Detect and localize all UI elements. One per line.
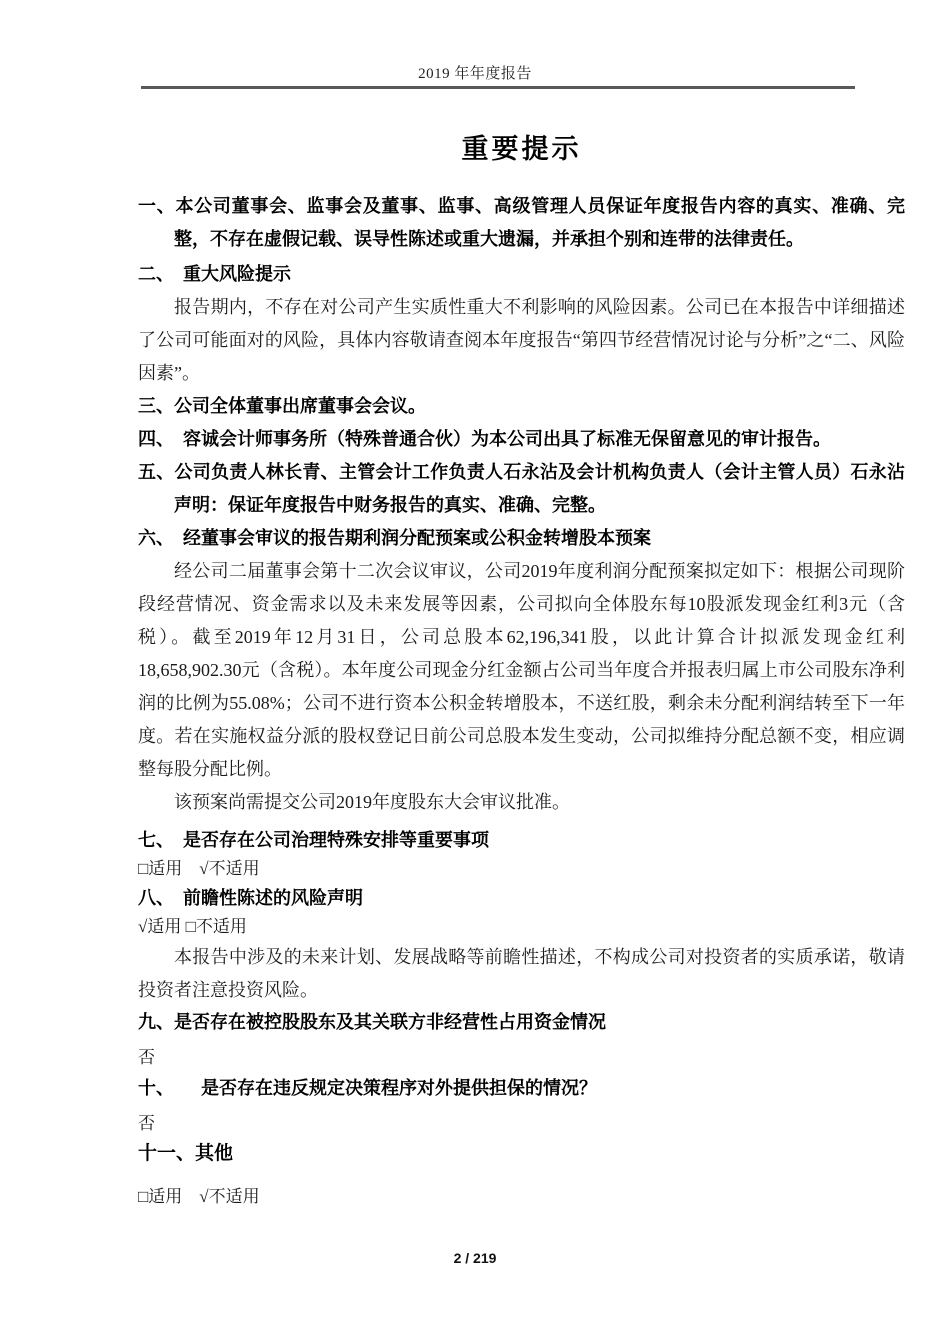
paragraph-forward-looking: 本报告中涉及的未来计划、发展战略等前瞻性描述，不构成公司对投资者的实质承诺，敬请投资者注意投资风险。	[138, 947, 905, 1000]
report-header-text: 2019 年年度报告	[418, 66, 532, 82]
section-9-heading: 九、是否存在被控股股东及其关联方非经营性占用资金情况	[138, 1012, 606, 1032]
applicability-line-section-7: □适用 √不适用	[138, 859, 260, 878]
section-5-heading: 五、公司负责人林长青、主管会计工作负责人石永沾及会计机构负责人（会计主管人员）石永沾声明：保证年度报告中财务报告的真实、准确、完整。	[138, 462, 905, 515]
document-body	[138, 127, 905, 1211]
applicability-line-section-11: □适用 √不适用	[138, 1187, 260, 1206]
paragraph-risk-factors: 报告期内，不存在对公司产生实质性重大不利影响的风险因素。公司已在本报告中详细描述了公司可能面对的风险，具体内容敬请查阅本年度报告“第四节经营情况讨论与分析”之“二、风险因素”。	[138, 297, 905, 383]
section-6-heading: 六、 经董事会审议的报告期利润分配预案或公积金转增股本预案	[138, 528, 651, 548]
section-11-heading: 十一、其他	[138, 1143, 234, 1164]
answer-no-section-9: 否	[138, 1048, 155, 1067]
page-header	[0, 0, 950, 83]
section-1-heading: 一、本公司董事会、监事会及董事、监事、高级管理人员保证年度报告内容的真实、准确、完整，不存在虚假记载、误导性陈述或重大遗漏，并承担个别和连带的法律责任。	[138, 196, 905, 249]
section-10-heading: 十、 是否存在违反规定决策程序对外提供担保的情况？	[138, 1078, 597, 1098]
answer-no-section-10: 否	[138, 1114, 155, 1133]
paragraph-submission-note: 该预案尚需提交公司2019年度股东大会审议批准。	[174, 792, 570, 812]
applicability-line-section-8: √适用 □不适用	[138, 917, 247, 936]
section-4-heading: 四、 容诚会计师事务所（特殊普通合伙）为本公司出具了标准无保留意见的审计报告。	[138, 429, 831, 449]
header-divider	[141, 86, 855, 89]
paragraph-profit-distribution: 经公司二届董事会第十二次会议审议，公司2019年度利润分配预案拟定如下：根据公司现阶段经营情况、资金需求以及未来发展等因素，公司拟向全体股东每10股派发现金红利3元（含税）。截至2019年12月31日，公司总股本62,196,341股，以此计算合计拟派发现金红利18,658,902.30元（含税）。本年度公司现金分红金额占公司当年度合并报表归属上市公司股东净利润的比例为55.08%；公司不进行资本公积金转增股本，不送红股，剩余未分配利润结转至下一年度。若在实施权益分派的股权登记日前公司总股本发生变动，公司拟维持分配总额不变，相应调整每股分配比例。	[138, 561, 905, 779]
page-number: 2 / 219	[453, 1250, 497, 1266]
section-3-heading: 三、公司全体董事出席董事会会议。	[138, 396, 426, 416]
section-7-heading: 七、 是否存在公司治理特殊安排等重要事项	[138, 830, 489, 850]
section-8-heading: 八、 前瞻性陈述的风险声明	[138, 888, 363, 908]
section-2-heading: 二、 重大风险提示	[138, 264, 291, 284]
page-title: 重要提示	[461, 134, 582, 164]
